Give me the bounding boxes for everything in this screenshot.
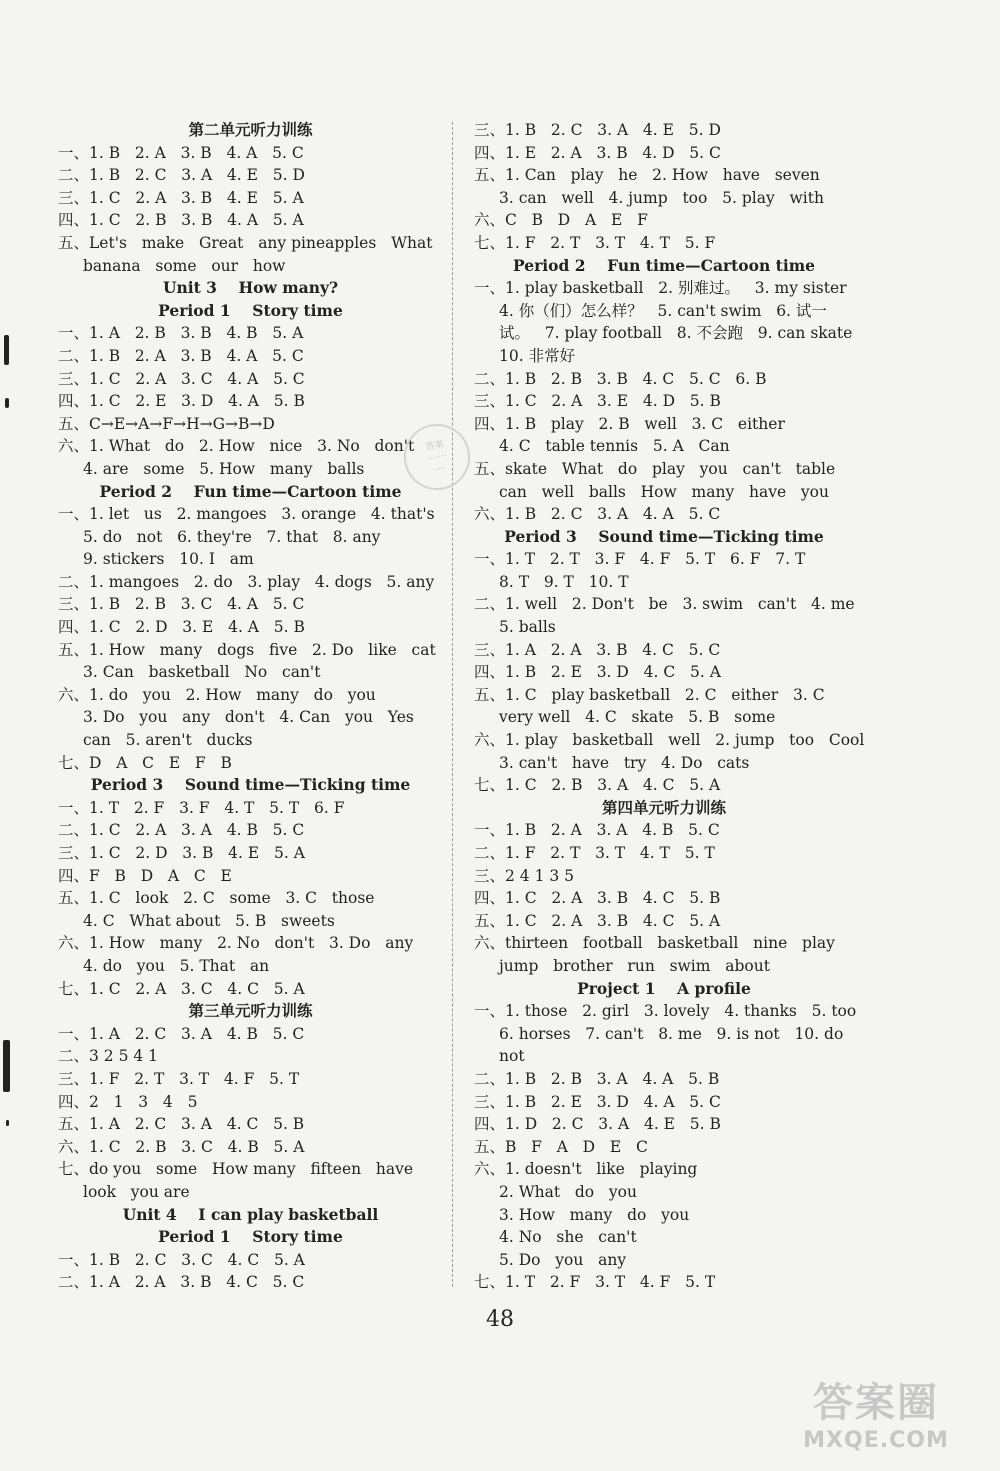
answer-line: 3. can well 4. jump too 5. play with xyxy=(499,188,824,207)
answer-line: 4. 你（们）怎么样？ 5. can't swim 6. 试一 xyxy=(499,301,827,320)
section-heading: Period 2 Fun time—Cartoon time xyxy=(99,481,402,501)
answer-line: 六、C B D A E F xyxy=(474,211,648,230)
section-heading: Unit 4 I can play basketball xyxy=(122,1204,379,1224)
answer-line: 一、1. those 2. girl 3. lovely 4. thanks 5. too xyxy=(474,1002,857,1021)
answer-line: 9. stickers 10. I am xyxy=(83,550,254,569)
site-watermark-logo: 答案圈 MXQE.COM xyxy=(803,1380,949,1453)
section-heading: Period 2 Fun time—Cartoon time xyxy=(513,255,815,275)
answer-line: 5. balls xyxy=(499,618,556,637)
section-heading: Period 1 Story time xyxy=(158,300,343,320)
answer-line: 六、1. What do 2. How nice 3. No don't xyxy=(58,437,415,456)
scan-mark xyxy=(5,398,9,408)
answer-line: 三、1. C 2. A 3. C 4. A 5. C xyxy=(58,369,305,388)
answer-line: 4. do you 5. That an xyxy=(83,956,270,975)
answer-line: 3. Do you any don't 4. Can you Yes xyxy=(83,708,414,727)
answer-line: 3. can't have try 4. Do cats xyxy=(499,753,750,772)
scan-mark xyxy=(6,1120,9,1126)
answer-line: 二、1. B 2. B 3. B 4. C 5. C 6. B xyxy=(474,369,767,388)
answer-line: 五、B F A D E C xyxy=(474,1137,648,1156)
answer-line: 五、skate What do play you can't table xyxy=(474,459,836,478)
answer-line: 10. 非常好 xyxy=(499,346,576,365)
answer-line: 二、3 2 5 4 1 xyxy=(58,1047,159,1066)
answer-line: 一、1. T 2. F 3. F 4. T 5. T 6. F xyxy=(58,798,345,817)
answer-line: 七、1. C 2. A 3. C 4. C 5. A xyxy=(58,979,305,998)
answer-line: 五、1. C play basketball 2. C either 3. C xyxy=(474,685,825,704)
scan-mark xyxy=(4,335,9,365)
section-heading: Unit 3 How many? xyxy=(162,278,339,298)
answer-line: 二、1. mangoes 2. do 3. play 4. dogs 5. any xyxy=(58,572,435,591)
answer-line: 四、1. B play 2. B well 3. C either xyxy=(474,414,785,433)
left-answer-column xyxy=(58,119,443,1294)
answer-line: 四、1. B 2. E 3. D 4. C 5. A xyxy=(474,663,721,682)
answer-line: 一、1. B 2. A 3. B 4. A 5. C xyxy=(58,143,304,162)
faint-stamp-image: 答案 ······· ····· xyxy=(398,418,476,496)
answer-line: 六、1. How many 2. No don't 3. Do any xyxy=(58,934,414,953)
answer-line: 七、do you some How many fifteen have xyxy=(58,1160,414,1179)
answer-line: 五、1. Can play he 2. How have seven xyxy=(474,166,820,185)
answer-line: 四、1. C 2. A 3. B 4. C 5. B xyxy=(474,889,721,908)
answer-line: 一、1. T 2. T 3. F 4. F 5. T 6. F 7. T xyxy=(474,550,806,569)
answer-line: 四、1. D 2. C 3. A 4. E 5. B xyxy=(474,1115,721,1134)
answer-line: can 5. aren't ducks xyxy=(83,731,253,750)
answer-line: 一、1. let us 2. mangoes 3. orange 4. that's xyxy=(58,505,435,524)
answer-line: 试。 7. play football 8. 不会跑 9. can skate xyxy=(499,324,853,343)
answer-line: 三、1. C 2. D 3. B 4. E 5. A xyxy=(58,844,305,862)
answer-line: 三、1. C 2. A 3. E 4. D 5. B xyxy=(474,392,721,411)
answer-line: 二、1. F 2. T 3. T 4. T 5. T xyxy=(474,844,715,862)
answer-line: 3. Can basketball No can't xyxy=(83,663,321,682)
answer-line: 3. How many do you xyxy=(499,1205,690,1224)
answer-line: 三、1. B 2. B 3. C 4. A 5. C xyxy=(58,595,305,614)
answer-line: 三、1. F 2. T 3. T 4. F 5. T xyxy=(58,1069,300,1088)
answer-line: banana some our how xyxy=(83,256,286,275)
answer-line: very well 4. C skate 5. B some xyxy=(499,708,776,727)
answer-line: 5. Do you any xyxy=(499,1250,627,1269)
answer-line: 二、1. B 2. B 3. A 4. A 5. B xyxy=(474,1069,720,1088)
answer-line: 四、2 1 3 4 5 xyxy=(58,1092,198,1111)
answer-line: 六、thirteen football basketball nine play xyxy=(474,934,835,953)
section-heading: Period 3 Sound time—Ticking time xyxy=(90,775,411,795)
answer-line: 一、1. B 2. C 3. C 4. C 5. A xyxy=(58,1250,305,1269)
section-heading: 第三单元听力训练 xyxy=(188,1001,313,1021)
answer-line: 六、1. B 2. C 3. A 4. A 5. C xyxy=(474,505,721,524)
answer-line: 三、1. B 2. E 3. D 4. A 5. C xyxy=(474,1092,721,1111)
answer-line: 二、1. well 2. Don't be 3. swim can't 4. me xyxy=(474,595,855,614)
answer-line: 三、2 4 1 3 5 xyxy=(474,866,575,885)
answer-line: 三、1. B 2. C 3. A 4. E 5. D xyxy=(474,121,721,139)
answer-line: not xyxy=(499,1047,525,1066)
page-number: 48 xyxy=(486,1307,514,1332)
answer-line: 七、1. C 2. B 3. A 4. C 5. A xyxy=(474,776,721,795)
answer-line: 4. No she can't xyxy=(499,1228,637,1247)
answer-line: 六、1. C 2. B 3. C 4. B 5. A xyxy=(58,1137,305,1156)
answer-line: 六、1. doesn't like playing xyxy=(474,1160,698,1179)
answer-line: 四、1. C 2. D 3. E 4. A 5. B xyxy=(58,618,305,637)
answer-line: 五、1. How many dogs five 2. Do like cat xyxy=(58,640,436,659)
answer-line: 8. T 9. T 10. T xyxy=(499,572,629,591)
answer-line: 五、1. A 2. C 3. A 4. C 5. B xyxy=(58,1115,305,1134)
section-heading: Period 1 Story time xyxy=(158,1227,343,1247)
answer-line: 一、1. A 2. C 3. A 4. B 5. C xyxy=(58,1024,305,1043)
answer-line: 6. horses 7. can't 8. me 9. is not 10. do xyxy=(499,1024,844,1043)
answer-line: 五、1. C look 2. C some 3. C those xyxy=(58,889,375,908)
right-answer-column xyxy=(474,119,865,1294)
scan-mark xyxy=(3,1040,10,1092)
answer-line: 二、1. A 2. A 3. B 4. C 5. C xyxy=(58,1273,305,1292)
answer-line: 一、1. play basketball 2. 别难过。 3. my sister xyxy=(474,279,847,298)
answer-line: jump brother run swim about xyxy=(499,956,770,975)
section-heading: Period 3 Sound time—Ticking time xyxy=(504,526,824,546)
answer-line: 三、1. A 2. A 3. B 4. C 5. C xyxy=(474,640,721,659)
answer-line: 七、1. F 2. T 3. T 4. T 5. F xyxy=(474,233,716,252)
answer-line: 一、1. A 2. B 3. B 4. B 5. A xyxy=(58,324,304,343)
answer-line: 二、1. B 2. C 3. A 4. E 5. D xyxy=(58,166,305,185)
answer-line: 5. do not 6. they're 7. that 8. any xyxy=(83,527,381,546)
section-heading: Project 1 A profile xyxy=(577,978,751,998)
answer-line: 四、1. C 2. B 3. B 4. A 5. A xyxy=(58,211,304,230)
answer-line: 五、C→E→A→F→H→G→B→D xyxy=(58,414,275,433)
answer-line: 七、D A C E F B xyxy=(58,753,232,772)
answer-line: 4. C What about 5. B sweets xyxy=(83,911,335,930)
section-heading: 第二单元听力训练 xyxy=(188,120,313,139)
column-divider xyxy=(452,122,453,1287)
section-heading: 第四单元听力训练 xyxy=(601,797,726,817)
answer-line: 六、1. do you 2. How many do you xyxy=(58,685,376,704)
answer-line: look you are xyxy=(83,1182,190,1201)
answer-line: 四、F B D A C E xyxy=(58,866,232,885)
answer-line: 四、1. E 2. A 3. B 4. D 5. C xyxy=(474,143,721,162)
answer-line: 二、1. B 2. A 3. B 4. A 5. C xyxy=(58,346,304,365)
answer-line: 七、1. T 2. F 3. T 4. F 5. T xyxy=(474,1273,716,1292)
answer-line: 五、Let's make Great any pineapples What xyxy=(58,233,433,252)
answer-line: 四、1. C 2. E 3. D 4. A 5. B xyxy=(58,392,305,411)
answer-line: 2. What do you xyxy=(499,1182,637,1201)
answer-line: 五、1. C 2. A 3. B 4. C 5. A xyxy=(474,911,721,930)
answer-line: 一、1. B 2. A 3. A 4. B 5. C xyxy=(474,821,720,840)
answer-line: 4. are some 5. How many balls xyxy=(83,459,365,478)
answer-line: 六、1. play basketball well 2. jump too Cool xyxy=(474,731,865,750)
answer-line: 三、1. C 2. A 3. B 4. E 5. A xyxy=(58,188,304,207)
answer-line: 二、1. C 2. A 3. A 4. B 5. C xyxy=(58,821,305,840)
answer-line: 4. C table tennis 5. A Can xyxy=(499,437,730,456)
answer-line: can well balls How many have you xyxy=(499,482,829,501)
